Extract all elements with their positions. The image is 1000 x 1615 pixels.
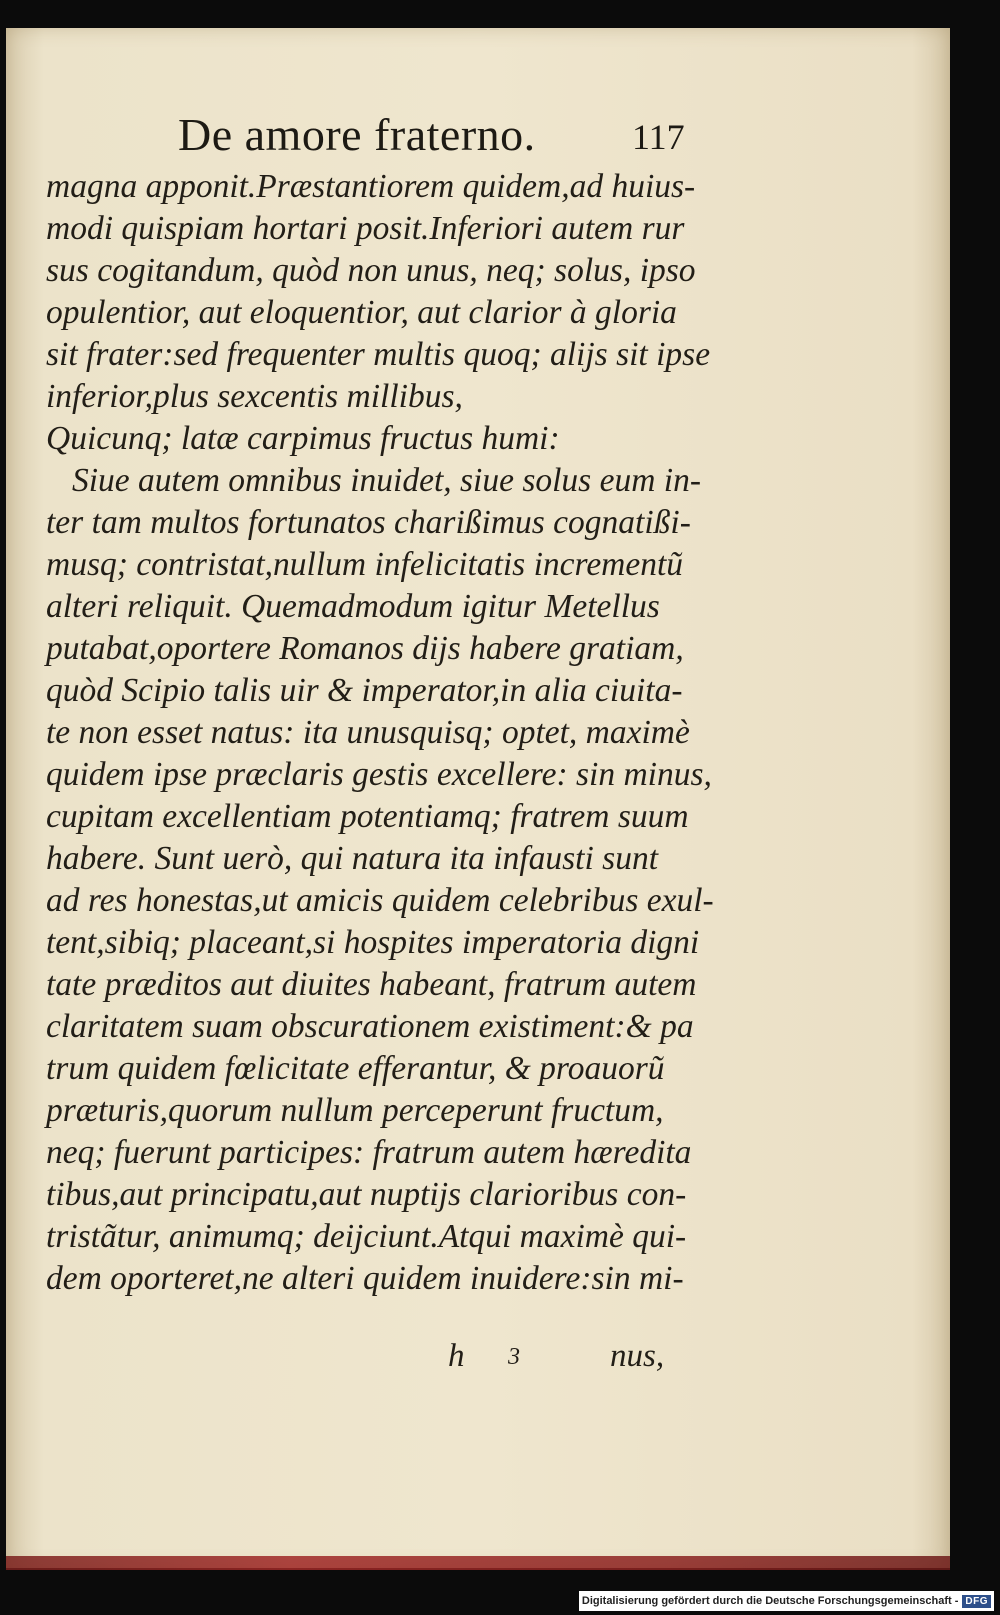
digitization-footer [579, 1591, 994, 1611]
footer-credit: Digitalisierung gefördert durch die Deutsche Forschungsgemeinschaft - [581, 1595, 959, 1607]
text-line: præturis,quorum nullum perceperunt fructum, [46, 1092, 664, 1129]
text-line: habere. Sunt uerò, qui natura ita infausti sunt [46, 840, 658, 877]
dfg-logo-icon: DFG [962, 1595, 991, 1608]
page-edge [6, 1556, 950, 1570]
text-line: trum quidem fœlicitate efferantur, & proauorũ [46, 1050, 665, 1087]
text-line: inferior,plus sexcentis millibus, [46, 378, 463, 415]
text-line: quidem ipse præclaris gestis excellere: sin minus, [46, 756, 712, 793]
text-line: cupitam excellentiam potentiamq; fratrem suum [46, 798, 689, 835]
text-line: tibus,aut principatu,aut nuptijs clarioribus con- [46, 1176, 687, 1213]
text-line: opulentior, aut eloquentior, aut clarior à gloria [46, 294, 677, 331]
text-line: dem oporteret,ne alteri quidem inuidere:sin mi- [46, 1260, 684, 1297]
text-line: ad res honestas,ut amicis quidem celebribus exul- [46, 882, 714, 919]
text-line: tate præditos aut diuites habeant, fratrum autem [46, 966, 697, 1003]
text-line: Siue autem omnibus inuidet, siue solus eum in- [72, 462, 701, 499]
signature-mark: h [448, 1338, 465, 1374]
text-line: te non esset natus: ita unusquisq; optet, maximè [46, 714, 690, 751]
text-line: Quicunq; latæ carpimus fructus humi: [46, 420, 560, 457]
running-title: De amore fraterno. [178, 109, 536, 160]
text-line: tent,sibiq; placeant,si hospites imperatoria digni [46, 924, 700, 961]
text-line: neq; fuerunt participes: fratrum autem hæredita [46, 1134, 692, 1171]
text-line: quòd Scipio talis uir & imperator,in alia ciuita- [46, 672, 683, 709]
text-line: musq; contristat,nullum infelicitatis incrementũ [46, 546, 684, 583]
signature-number: 3 [508, 1344, 520, 1370]
body-text [46, 166, 714, 1300]
text-line: ter tam multos fortunatos charißimus cognatißi- [46, 504, 691, 541]
catchword-line [0, 1338, 1000, 1380]
text-line: modi quispiam hortari posit.Inferiori autem rur [46, 210, 685, 247]
text-line: sus cogitandum, quòd non unus, neq; solus, ipso [46, 252, 696, 289]
page-number: 117 [632, 117, 685, 157]
text-line: tristãtur, animumq; deijciunt.Atqui maximè qui- [46, 1218, 687, 1255]
text-line: magna apponit.Præstantiorem quidem,ad huius- [46, 168, 696, 205]
text-line: sit frater:sed frequenter multis quoq; alijs sit ipse [46, 336, 711, 373]
text-line: claritatem suam obscurationem existiment:& pa [46, 1008, 694, 1045]
page-header [0, 108, 1000, 164]
text-line: putabat,oportere Romanos dijs habere gratiam, [46, 630, 684, 667]
text-line: alteri reliquit. Quemadmodum igitur Metellus [46, 588, 660, 625]
catchword: nus, [610, 1338, 665, 1374]
